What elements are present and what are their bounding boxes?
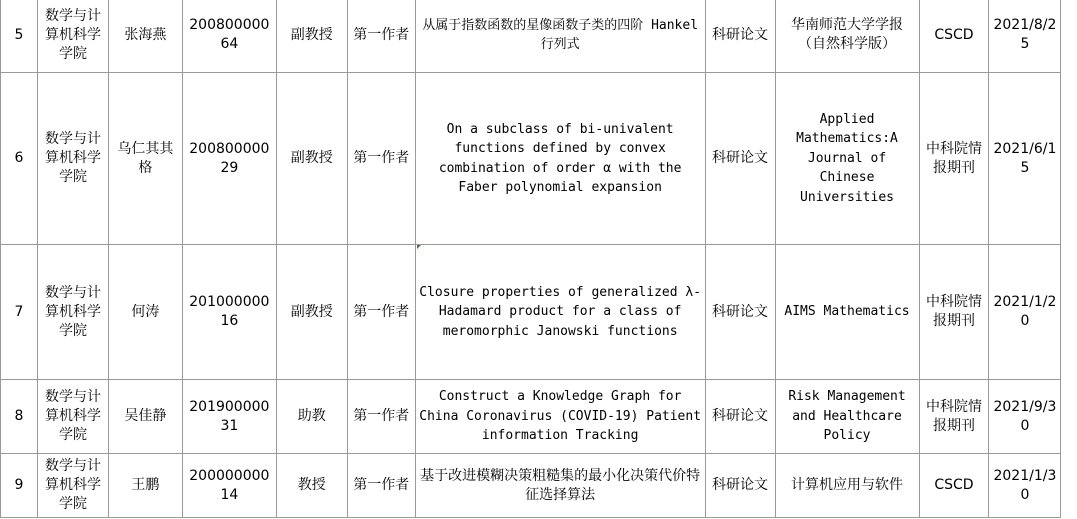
cell-category[interactable]: 科研论文: [705, 0, 775, 73]
cell-title[interactable]: 副教授: [276, 245, 347, 380]
cell-title[interactable]: 副教授: [276, 73, 347, 245]
empty-column[interactable]: [1061, 454, 1077, 518]
cell-date[interactable]: 2021/9/30: [989, 380, 1061, 454]
cell-journal[interactable]: 华南师范大学学报（自然科学版）: [775, 0, 919, 73]
cell-author-role[interactable]: 第一作者: [347, 380, 415, 454]
cell-level[interactable]: 中科院情报期刊: [919, 73, 989, 245]
cell-name[interactable]: 乌仁其其格: [108, 73, 182, 245]
empty-column[interactable]: [1061, 380, 1077, 454]
table-row[interactable]: [1, 73, 1077, 245]
cell-category[interactable]: 科研论文: [705, 380, 775, 454]
cell-comment-marker: [417, 245, 421, 249]
empty-column[interactable]: [1061, 245, 1077, 380]
cell-level[interactable]: 中科院情报期刊: [919, 380, 989, 454]
cell-paper-title[interactable]: 从属于指数函数的星像函数子类的四阶 Hankel 行列式: [415, 0, 705, 73]
cell-no[interactable]: 5: [1, 0, 38, 73]
cell-paper-title[interactable]: On a subclass of bi-univalent functions defined by convex combination of order α with the Faber polynomial expansion: [415, 73, 705, 245]
cell-paper-title[interactable]: Construct a Knowledge Graph for China Coronavirus (COVID-19) Patient information Tracking: [415, 380, 705, 454]
cell-category[interactable]: 科研论文: [705, 245, 775, 380]
table-row[interactable]: [1, 454, 1077, 518]
cell-journal[interactable]: AIMS Mathematics: [775, 245, 919, 380]
cell-staff-id[interactable]: 20000000014: [182, 454, 276, 518]
cell-date[interactable]: 2021/8/25: [989, 0, 1061, 73]
cell-staff-id[interactable]: 20080000029: [182, 73, 276, 245]
cell-staff-id[interactable]: 20080000064: [182, 0, 276, 73]
cell-level[interactable]: CSCD: [919, 0, 989, 73]
table-row[interactable]: [1, 380, 1077, 454]
empty-column[interactable]: [1061, 0, 1077, 73]
cell-title[interactable]: 助教: [276, 380, 347, 454]
cell-college[interactable]: 数学与计算机科学学院: [37, 0, 108, 73]
cell-staff-id[interactable]: 20190000031: [182, 380, 276, 454]
cell-paper-title[interactable]: 基于改进模糊决策粗糙集的最小化决策代价特征选择算法: [415, 454, 705, 518]
cell-paper-title[interactable]: Closure properties of generalized λ-Hadamard product for a class of meromorphic Janowski functions: [415, 245, 705, 380]
cell-journal[interactable]: Risk Management and Healthcare Policy: [775, 380, 919, 454]
cell-category[interactable]: 科研论文: [705, 454, 775, 518]
cell-author-role[interactable]: 第一作者: [347, 73, 415, 245]
cell-title[interactable]: 副教授: [276, 0, 347, 73]
table-row[interactable]: [1, 245, 1077, 380]
cell-college[interactable]: 数学与计算机科学学院: [37, 245, 108, 380]
cell-no[interactable]: 7: [1, 245, 38, 380]
cell-college[interactable]: 数学与计算机科学学院: [37, 380, 108, 454]
cell-staff-id[interactable]: 20100000016: [182, 245, 276, 380]
cell-date[interactable]: 2021/1/20: [989, 245, 1061, 380]
cell-date[interactable]: 2021/1/30: [989, 454, 1061, 518]
cell-title[interactable]: 教授: [276, 454, 347, 518]
cell-name[interactable]: 吴佳静: [108, 380, 182, 454]
cell-author-role[interactable]: 第一作者: [347, 245, 415, 380]
cell-level[interactable]: 中科院情报期刊: [919, 245, 989, 380]
cell-name[interactable]: 何涛: [108, 245, 182, 380]
cell-name[interactable]: 王鹏: [108, 454, 182, 518]
cell-no[interactable]: 6: [1, 73, 38, 245]
cell-category[interactable]: 科研论文: [705, 73, 775, 245]
cell-author-role[interactable]: 第一作者: [347, 0, 415, 73]
cell-date[interactable]: 2021/6/15: [989, 73, 1061, 245]
cell-journal[interactable]: 计算机应用与软件: [775, 454, 919, 518]
cell-author-role[interactable]: 第一作者: [347, 454, 415, 518]
cell-college[interactable]: 数学与计算机科学学院: [37, 73, 108, 245]
table-row[interactable]: [1, 0, 1077, 73]
cell-no[interactable]: 9: [1, 454, 38, 518]
cell-no[interactable]: 8: [1, 380, 38, 454]
cell-name[interactable]: 张海燕: [108, 0, 182, 73]
cell-journal[interactable]: Applied Mathematics:A Journal of Chinese Universities: [775, 73, 919, 245]
cell-level[interactable]: CSCD: [919, 454, 989, 518]
empty-column[interactable]: [1061, 73, 1077, 245]
cell-college[interactable]: 数学与计算机科学学院: [37, 454, 108, 518]
